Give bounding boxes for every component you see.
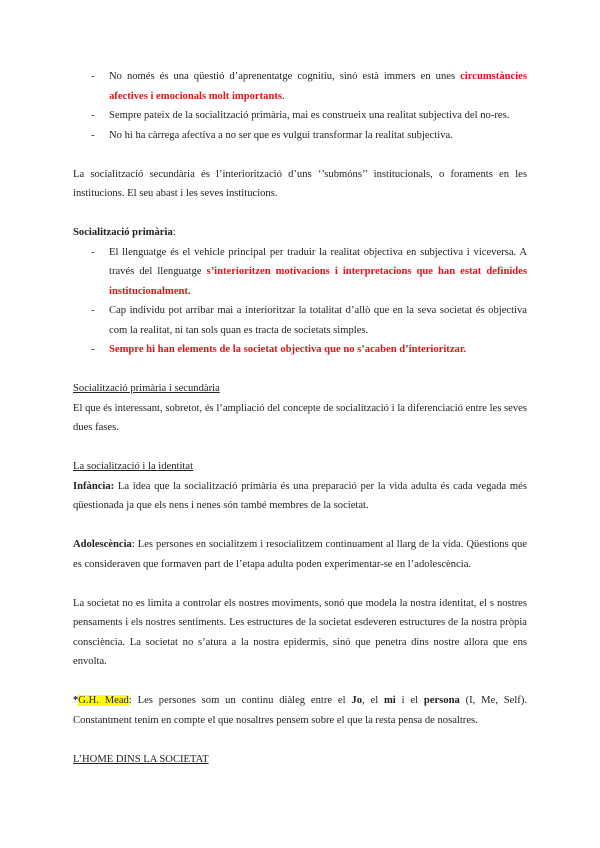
mead-paragraph	[73, 691, 527, 730]
spacer	[73, 672, 527, 692]
list-item	[73, 126, 527, 146]
top-bullet-list	[73, 67, 527, 145]
mead-text: (I, Me, Self). Constantment tenim en compte el que nosaltres pensem sobre el que la resta pensa de nosaltres.	[73, 695, 528, 726]
adolescencia-text: : Les persones en socialitzem i resocialitzem continuament al llarg de la vida. Qüestions que es consideraven que formaven part de l’etapa adulta poden experimentar-se en l’adolescència.	[73, 539, 527, 570]
bold-term: mi	[383, 695, 396, 706]
final-heading	[73, 750, 527, 770]
primary-socialization-heading	[73, 223, 527, 243]
mead-text: : Les persones som un continu diàleg entre el	[128, 695, 352, 706]
mead-text: i el	[395, 695, 424, 706]
spacer	[73, 516, 527, 536]
spacer	[73, 730, 527, 750]
red-emphasis: s’interioritzen motivacions i interpretacions que han estat definides institucionalment.	[109, 266, 527, 297]
primary-secondary-paragraph: El que és interessant, sobretot, és l’ampliació del concepte de socialització i la diferenciació entre les seves dues fases.	[73, 402, 527, 433]
red-emphasis: circumstàncies afectives i emocionals molt importants	[109, 71, 527, 102]
mead-text: , el	[362, 695, 384, 706]
list-item-text: No hi ha càrrega afectiva a no ser que es vulgui transformar la realitat subjectiva.	[109, 129, 453, 141]
primary-bullet-list	[73, 243, 527, 360]
list-item-text: .	[282, 90, 285, 102]
red-emphasis: Sempre hi han elements de la societat objectiva que no s’acaben d’interioritzar.	[109, 344, 467, 355]
identity-heading	[73, 457, 527, 477]
list-item-text: Cap individu pot arribar mai a interioritzar la totalitat d’allò que en la seva societat és objectiva com la realitat, ni tan sols quan es tracta de societats simples.	[109, 305, 527, 336]
asterisk: *	[73, 695, 79, 706]
infancia-label: Infància:	[73, 480, 115, 492]
heading-text: La socialització i la identitat	[73, 461, 194, 472]
highlighted-name: G.H. Mead	[78, 695, 129, 706]
infancia-paragraph	[73, 477, 527, 516]
spacer	[73, 360, 527, 380]
document-content	[73, 67, 527, 769]
societat-paragraph: La societat no es limita a controlar els nostres moviments, sonó que modela la nostra identitat, el s nostres pensaments i els nostres sentiments. Les estructures de la societat esdeveren estructures de la nostra pròpia consciència. La societat no s’atura a la nostra epidermis, sinó que penetra dins nostre allora que ens envolta.	[73, 597, 527, 667]
list-item-text: El llenguatge és el vehicle principal per traduir la realitat objectiva en subjectiva i viceversa. A través del llenguatge	[109, 246, 527, 277]
list-item	[73, 67, 527, 106]
adolescencia-paragraph	[73, 535, 527, 574]
adolescencia-label: Adolescència	[73, 539, 132, 550]
list-item	[73, 106, 527, 126]
list-item	[73, 301, 527, 340]
bold-term: persona	[423, 695, 460, 706]
bold-term: Jo	[351, 695, 363, 706]
list-item-text: No només és una qüestió d’aprenentatge cognitiu, sinó està immers en unes	[109, 71, 461, 82]
list-item-text: Sempre pateix de la socialització primària, mai es construeix una realitat subjectiva del no-res.	[109, 110, 510, 121]
primary-secondary-heading	[73, 379, 527, 399]
heading-text: Socialització primària i secundària	[73, 383, 220, 394]
list-item	[73, 340, 527, 360]
list-item	[73, 243, 527, 302]
spacer	[73, 438, 527, 458]
spacer	[73, 145, 527, 165]
spacer	[73, 204, 527, 224]
heading-text: L’HOME DINS LA SOCIETAT	[73, 753, 209, 765]
heading-text: Socialització primària	[73, 227, 173, 238]
spacer	[73, 574, 527, 594]
heading-colon: :	[172, 227, 176, 238]
secondary-socialization-paragraph: La socialització secundària és l’interiorització d’uns ‘’submóns’’ institucionals, o foraments en les institucions. El seu abast i les seves institucions.	[73, 168, 527, 199]
infancia-text: La idea que la socialització primària és una preparació per la vida adulta és cada vegada més qüestionada ja que els nens i nenes són també membres de la societat.	[73, 480, 527, 511]
